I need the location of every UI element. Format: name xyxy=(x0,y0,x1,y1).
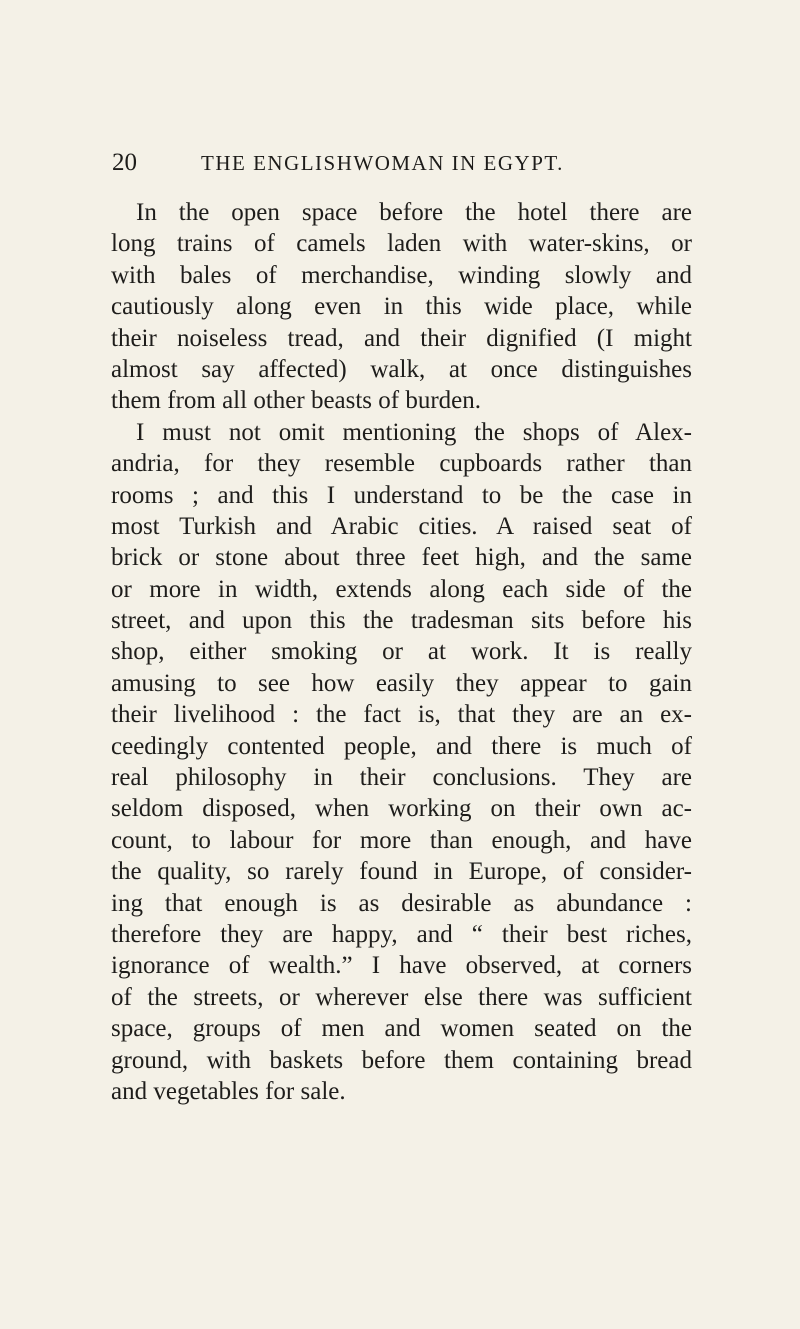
text-line: rooms ; and this I understand to be the case in xyxy=(111,481,692,509)
text-line: long trains of camels laden with water-skins, or xyxy=(111,230,692,258)
text-line: In the open space before the hotel there are xyxy=(136,199,692,226)
text-line: therefore they are happy, and “ their best riches, xyxy=(111,920,692,948)
text-line: amusing to see how easily they appear to gain xyxy=(111,669,692,697)
running-head: THE ENGLISHWOMAN IN EGYPT. xyxy=(201,151,564,175)
text-line: shop, either smoking or at work. It is really xyxy=(111,638,692,666)
text-line: I must not omit mentioning the shops of Alex- xyxy=(136,418,692,446)
text-line: ing that enough is as desirable as abundance : xyxy=(111,889,692,917)
text-line: ground, with baskets before them containing bread xyxy=(111,1046,692,1074)
text-line: seldom disposed, when working on their own ac- xyxy=(111,795,692,823)
text-line: andria, for they resemble cupboards rather than xyxy=(111,450,692,478)
text-line: almost say affected) walk, at once distinguishes xyxy=(111,355,692,383)
text-line: their livelihood : the fact is, that they are an ex- xyxy=(111,701,692,729)
page-number: 20 xyxy=(112,149,137,176)
text-line: them from all other beasts of burden. xyxy=(111,387,482,415)
text-line: street, and upon this the tradesman sits before his xyxy=(111,607,692,635)
text-line: with bales of merchandise, winding slowly and xyxy=(111,261,692,289)
text-line: and vegetables for sale. xyxy=(111,1077,346,1105)
text-line: of the streets, or wherever else there was sufficient xyxy=(111,983,692,1011)
text-line: space, groups of men and women seated on the xyxy=(111,1015,692,1043)
body-text xyxy=(111,197,692,1107)
text-line: count, to labour for more than enough, and have xyxy=(111,826,692,854)
text-line: ceedingly contented people, and there is much of xyxy=(111,732,692,760)
text-line: or more in width, extends along each side of the xyxy=(111,575,692,603)
text-line: their noiseless tread, and their dignified (I might xyxy=(111,324,692,352)
text-line: cautiously along even in this wide place, while xyxy=(111,293,692,321)
text-line: the quality, so rarely found in Europe, of consider- xyxy=(111,858,692,886)
text-line: most Turkish and Arabic cities. A raised seat of xyxy=(111,512,692,540)
text-line: real philosophy in their conclusions. They are xyxy=(111,764,692,792)
text-line: brick or stone about three feet high, and the same xyxy=(111,544,692,572)
page-header xyxy=(112,148,692,178)
text-line: ignorance of wealth.” I have observed, at corners xyxy=(111,952,692,980)
